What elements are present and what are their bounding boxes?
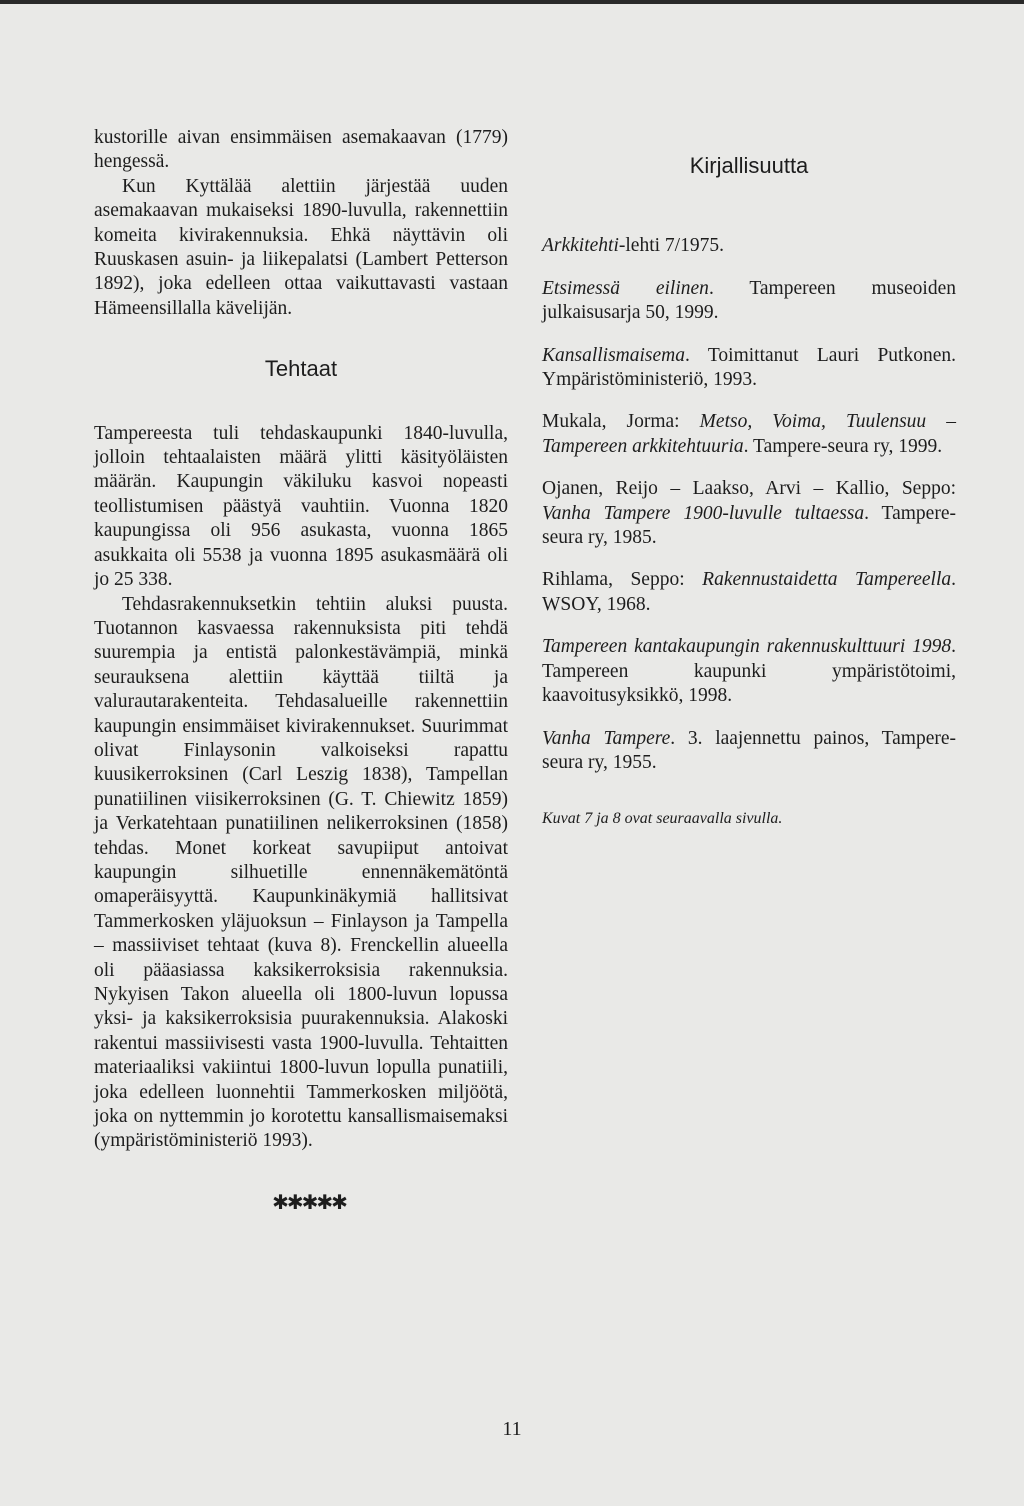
reference-author: Mukala, Jorma: (542, 411, 700, 433)
page-number: 11 (502, 1418, 522, 1440)
reference-item (542, 727, 956, 776)
reference-item (542, 277, 956, 326)
reference-author: Ojanen, Reijo – Laakso, Arvi – Kallio, Seppo: (542, 478, 956, 500)
reference-title: Vanha Tampere 1900-luvulle tultaessa (542, 502, 865, 524)
figure-note: Kuvat 7 ja 8 ovat seuraavalla sivulla. (542, 810, 783, 828)
reference-title: Arkkitehti (542, 235, 619, 257)
reference-title: Rakennustaidetta Tampereella (702, 569, 952, 591)
section-separator: ✱✱✱✱✱ (272, 1190, 346, 1214)
reference-item (542, 234, 956, 258)
scan-top-edge (0, 0, 1024, 4)
reference-details: . WSOY, 1968. (542, 569, 956, 615)
reference-item (542, 410, 956, 459)
reference-details: . Tampereen kaupunki ympäristötoimi, kaavoitusyksikkö, 1998. (542, 636, 956, 707)
reference-title: Vanha Tampere (542, 727, 671, 749)
right-column (542, 154, 956, 850)
reference-item (542, 344, 956, 393)
reference-title: Kansallismaisema (542, 344, 686, 366)
reference-details: . Tampereen museoiden julkaisusarja 50, 1999. (542, 277, 956, 324)
paragraph: Tampereesta tuli tehdaskaupunki 1840-luvulla, jolloin tehtaalaisten määrä ylitti käsityöläisten määrän. Kaupungin väkiluku kasvoi nopeasti teollistumisen päästyä vauhtiin. Vuonna 1820 kaupungissa oli 956 asukasta, vuonna 1865 asukkaita oli 5538 ja vuonna 1895 asukasmäärä oli jo 25 338. (94, 422, 508, 591)
reference-title: Etsimessä eilinen (542, 277, 709, 299)
paragraph: kustorille aivan ensimmäisen asemakaavan (1779) hengessä. (94, 127, 508, 173)
reference-item (542, 568, 956, 617)
reference-details: . 3. laajennettu painos, Tampere-seura ry, 1955. (542, 727, 957, 773)
reference-author: Rihlama, Seppo: (542, 569, 703, 591)
reference-details: . Toimittanut Lauri Putkonen. Ympäristöministeriö, 1993. (542, 344, 956, 391)
paragraph: Kun Kyttälää alettiin järjestää uuden asemakaavan mukaiseksi 1890-luvulla, rakennettiin komeita kivirakennuksia. Ehkä näyttävin oli Ruuskasen asuin- ja liikepalatsi (Lambert Petterson 1892), joka edelleen ottaa vaikuttavasti vastaan Hämeensillalla kävelijän. (94, 175, 508, 319)
reference-title: Metso, Voima, Tuulensuu – Tampereen arkkitehtuuria (542, 411, 956, 457)
section-heading: Tehtaat (264, 356, 338, 382)
reference-item (542, 635, 956, 708)
left-column (94, 126, 508, 1154)
reference-title: Tampereen kantakaupungin rakennuskulttuuri 1998 (542, 636, 952, 658)
reference-details: -lehti 7/1975. (618, 235, 724, 257)
paragraph: Tehdasrakennuksetkin tehtiin aluksi puusta. Tuotannon kasvaessa rakennuksista piti tehdä suurempia ja entistä palonkestävämpiä, minkä seurauksena alettiin käyttää tiiltä ja valurautarakenteita. Tehdasalueille rakennettiin kaupungin ensimmäiset kivirakennukset. Suurimmat olivat Finlaysonin valkoiseksi rapattu kuusikerroksinen (Carl Leszig 1838), Tampellan punatiilinen viisikerroksinen (G. T. Chiewitz 1859) ja Verkatehtaan punatiilinen nelikerroksinen (1858) tehdas. Monet korkeat savupiiput antoivat kaupungin silhuetille ennennäkemätöntä omaperäisyyttä. Kaupunkinäkymiä hallitsivat Tammerkosken yläjuoksun – Finlayson ja Tampella – massiiviset tehtaat (kuva 8). Frenckellin alueella oli pääasiassa kaksikerroksisia rakennuksia. Nykyisen Takon alueella oli 1800-luvun lopussa yksi- ja kaksikerroksisia puurakennuksia. Alakoski rakentui massiivisesti vasta 1900-luvulla. Tehtaitten materiaaliksi vakiintui 1800-luvun lopulla punatiili, joka edelleen luonnehtii Tammerkosken miljöötä, joka on nyttemmin jo korotettu kansallismaisemaksi (ympäristöministeriö 1993). (94, 593, 508, 1152)
section-heading: Kirjallisuutta (689, 153, 809, 178)
reference-item (542, 477, 956, 550)
reference-details: . Tampere-seura ry, 1985. (542, 502, 956, 549)
reference-details: . Tampere-seura ry, 1999. (743, 435, 943, 457)
